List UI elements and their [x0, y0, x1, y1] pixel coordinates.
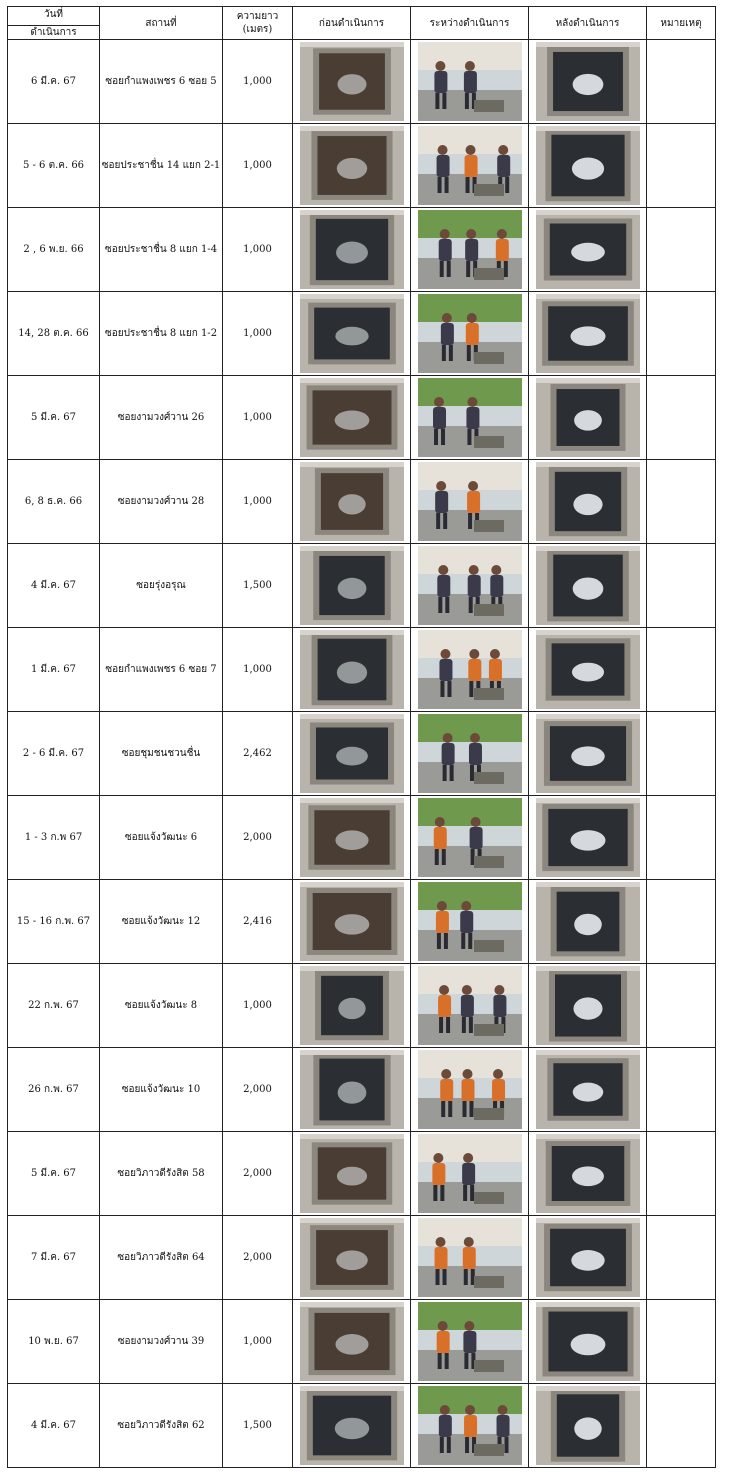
table-row — [8, 208, 716, 292]
remark-cell — [647, 1300, 716, 1384]
location-cell: ซอยงามวงศ์วาน 26 — [100, 376, 223, 460]
before-photo — [300, 798, 404, 877]
before-photo-cell — [293, 712, 411, 796]
during-photo-image — [418, 462, 522, 541]
during-photo — [418, 378, 522, 457]
during-photo — [418, 1218, 522, 1297]
during-photo-image — [418, 1134, 522, 1213]
before-photo-cell — [293, 208, 411, 292]
during-photo-cell — [411, 208, 529, 292]
length-cell: 1,000 — [223, 124, 293, 208]
after-photo-cell — [529, 40, 647, 124]
after-photo-image — [536, 630, 640, 709]
after-photo-cell — [529, 964, 647, 1048]
before-photo-image — [300, 1302, 404, 1381]
after-photo — [536, 1302, 640, 1381]
length-cell: 1,000 — [223, 628, 293, 712]
drain-cleaning-report — [7, 6, 715, 1468]
date-cell: 5 - 6 ต.ค. 66 — [8, 124, 100, 208]
location-cell: ซอยแจ้งวัฒนะ 12 — [100, 880, 223, 964]
before-photo — [300, 42, 404, 121]
date-cell: 7 มี.ค. 67 — [8, 1216, 100, 1300]
after-photo-image — [536, 714, 640, 793]
date-cell: 2 , 6 พ.ย. 66 — [8, 208, 100, 292]
table-row — [8, 1132, 716, 1216]
after-photo-cell — [529, 376, 647, 460]
during-photo-image — [418, 1302, 522, 1381]
location-cell: ซอยแจ้งวัฒนะ 10 — [100, 1048, 223, 1132]
date-cell: 14, 28 ต.ค. 66 — [8, 292, 100, 376]
length-cell: 2,000 — [223, 1048, 293, 1132]
before-photo-cell — [293, 376, 411, 460]
during-photo-image — [418, 1386, 522, 1465]
date-cell: 5 มี.ค. 67 — [8, 376, 100, 460]
before-photo — [300, 714, 404, 793]
length-cell: 2,462 — [223, 712, 293, 796]
before-photo-cell — [293, 796, 411, 880]
table-row — [8, 796, 716, 880]
date-cell: 22 ก.พ. 67 — [8, 964, 100, 1048]
location-cell: ซอยชุมชนชวนชื่น — [100, 712, 223, 796]
remark-cell — [647, 544, 716, 628]
after-photo — [536, 630, 640, 709]
header-length — [223, 7, 293, 40]
remark-cell — [647, 628, 716, 712]
before-photo — [300, 1134, 404, 1213]
during-photo-image — [418, 630, 522, 709]
during-photo-image — [418, 1218, 522, 1297]
after-photo-image — [536, 1386, 640, 1465]
before-photo-cell — [293, 880, 411, 964]
after-photo — [536, 714, 640, 793]
after-photo-image — [536, 1050, 640, 1129]
during-photo-cell — [411, 964, 529, 1048]
table-row — [8, 460, 716, 544]
during-photo-cell — [411, 292, 529, 376]
length-cell: 2,000 — [223, 1132, 293, 1216]
length-cell: 1,500 — [223, 1384, 293, 1468]
during-photo-image — [418, 798, 522, 877]
during-photo-cell — [411, 1216, 529, 1300]
before-photo-image — [300, 210, 404, 289]
table-row — [8, 1048, 716, 1132]
after-photo — [536, 210, 640, 289]
header-location: สถานที่ — [100, 7, 223, 40]
header-after: หลังดำเนินการ — [529, 7, 647, 40]
before-photo — [300, 1302, 404, 1381]
after-photo — [536, 378, 640, 457]
during-photo-image — [418, 1050, 522, 1129]
remark-cell — [647, 292, 716, 376]
before-photo-image — [300, 546, 404, 625]
during-photo-image — [418, 546, 522, 625]
remark-cell — [647, 964, 716, 1048]
table-row — [8, 292, 716, 376]
after-photo-image — [536, 798, 640, 877]
table-row — [8, 40, 716, 124]
date-cell: 26 ก.พ. 67 — [8, 1048, 100, 1132]
remark-cell — [647, 712, 716, 796]
after-photo-image — [536, 210, 640, 289]
length-cell: 1,000 — [223, 40, 293, 124]
header-length-line2: (เมตร) — [242, 24, 273, 35]
during-photo — [418, 630, 522, 709]
after-photo-image — [536, 1134, 640, 1213]
before-photo-image — [300, 630, 404, 709]
before-photo-cell — [293, 1132, 411, 1216]
before-photo-cell — [293, 544, 411, 628]
before-photo-image — [300, 966, 404, 1045]
during-photo — [418, 126, 522, 205]
location-cell: ซอยรุ่งอรุณ — [100, 544, 223, 628]
length-cell: 1,000 — [223, 292, 293, 376]
after-photo-image — [536, 462, 640, 541]
after-photo-image — [536, 294, 640, 373]
before-photo — [300, 966, 404, 1045]
during-photo-cell — [411, 1384, 529, 1468]
after-photo-image — [536, 1218, 640, 1297]
during-photo-image — [418, 714, 522, 793]
before-photo — [300, 546, 404, 625]
remark-cell — [647, 796, 716, 880]
location-cell: ซอยวิภาวดีรังสิต 58 — [100, 1132, 223, 1216]
during-photo-cell — [411, 40, 529, 124]
before-photo-image — [300, 714, 404, 793]
before-photo-cell — [293, 1216, 411, 1300]
during-photo-cell — [411, 460, 529, 544]
during-photo — [418, 1050, 522, 1129]
after-photo-cell — [529, 1384, 647, 1468]
header-remark: หมายเหตุ — [647, 7, 716, 40]
length-cell: 2,000 — [223, 1216, 293, 1300]
remark-cell — [647, 1132, 716, 1216]
before-photo-image — [300, 126, 404, 205]
remark-cell — [647, 1384, 716, 1468]
after-photo-cell — [529, 712, 647, 796]
after-photo-image — [536, 546, 640, 625]
header-during: ระหว่างดำเนินการ — [411, 7, 529, 40]
date-cell: 15 - 16 ก.พ. 67 — [8, 880, 100, 964]
before-photo — [300, 126, 404, 205]
date-cell: 4 มี.ค. 67 — [8, 1384, 100, 1468]
after-photo-image — [536, 378, 640, 457]
header-date-line1: วันที่ — [8, 7, 99, 26]
during-photo-cell — [411, 544, 529, 628]
during-photo-image — [418, 966, 522, 1045]
during-photo — [418, 966, 522, 1045]
during-photo-cell — [411, 880, 529, 964]
during-photo-cell — [411, 1300, 529, 1384]
location-cell: ซอยงามวงศ์วาน 28 — [100, 460, 223, 544]
report-table — [7, 6, 716, 1468]
after-photo — [536, 966, 640, 1045]
remark-cell — [647, 880, 716, 964]
length-cell: 1,500 — [223, 544, 293, 628]
after-photo — [536, 42, 640, 121]
during-photo — [418, 462, 522, 541]
after-photo-cell — [529, 544, 647, 628]
during-photo — [418, 1302, 522, 1381]
table-row — [8, 628, 716, 712]
before-photo-image — [300, 42, 404, 121]
after-photo — [536, 1050, 640, 1129]
length-cell: 1,000 — [223, 460, 293, 544]
after-photo — [536, 1134, 640, 1213]
date-cell: 6 มี.ค. 67 — [8, 40, 100, 124]
after-photo-cell — [529, 1132, 647, 1216]
during-photo-cell — [411, 124, 529, 208]
remark-cell — [647, 376, 716, 460]
length-cell: 2,000 — [223, 796, 293, 880]
location-cell: ซอยกำแพงเพชร 6 ซอย 5 — [100, 40, 223, 124]
before-photo-cell — [293, 292, 411, 376]
location-cell: ซอยแจ้งวัฒนะ 8 — [100, 964, 223, 1048]
date-cell: 1 มี.ค. 67 — [8, 628, 100, 712]
before-photo — [300, 1218, 404, 1297]
length-cell: 1,000 — [223, 1300, 293, 1384]
after-photo-cell — [529, 460, 647, 544]
location-cell: ซอยประชาชื่น 14 แยก 2-1 — [100, 124, 223, 208]
before-photo-cell — [293, 124, 411, 208]
after-photo-cell — [529, 880, 647, 964]
after-photo-cell — [529, 628, 647, 712]
date-cell: 5 มี.ค. 67 — [8, 1132, 100, 1216]
location-cell: ซอยประชาชื่น 8 แยก 1-2 — [100, 292, 223, 376]
table-row — [8, 1300, 716, 1384]
during-photo-cell — [411, 712, 529, 796]
date-cell: 10 พ.ย. 67 — [8, 1300, 100, 1384]
length-cell: 1,000 — [223, 964, 293, 1048]
during-photo — [418, 210, 522, 289]
header-row — [8, 7, 716, 40]
remark-cell — [647, 460, 716, 544]
date-cell: 2 - 6 มี.ค. 67 — [8, 712, 100, 796]
location-cell: ซอยงามวงศ์วาน 39 — [100, 1300, 223, 1384]
table-row — [8, 1384, 716, 1468]
during-photo-image — [418, 42, 522, 121]
during-photo-image — [418, 210, 522, 289]
after-photo-image — [536, 126, 640, 205]
after-photo-image — [536, 42, 640, 121]
before-photo-cell — [293, 628, 411, 712]
before-photo-image — [300, 1386, 404, 1465]
before-photo — [300, 462, 404, 541]
before-photo-cell — [293, 1048, 411, 1132]
before-photo — [300, 378, 404, 457]
before-photo — [300, 882, 404, 961]
during-photo — [418, 42, 522, 121]
during-photo — [418, 1134, 522, 1213]
before-photo-image — [300, 798, 404, 877]
before-photo-cell — [293, 964, 411, 1048]
table-row — [8, 124, 716, 208]
date-cell: 4 มี.ค. 67 — [8, 544, 100, 628]
after-photo — [536, 1218, 640, 1297]
during-photo — [418, 546, 522, 625]
table-row — [8, 880, 716, 964]
after-photo — [536, 294, 640, 373]
before-photo-image — [300, 1134, 404, 1213]
during-photo-image — [418, 378, 522, 457]
before-photo-image — [300, 294, 404, 373]
after-photo-image — [536, 882, 640, 961]
during-photo — [418, 882, 522, 961]
table-row — [8, 712, 716, 796]
during-photo-image — [418, 882, 522, 961]
before-photo-cell — [293, 1300, 411, 1384]
during-photo-image — [418, 126, 522, 205]
remark-cell — [647, 1048, 716, 1132]
table-row — [8, 544, 716, 628]
during-photo — [418, 714, 522, 793]
before-photo-cell — [293, 460, 411, 544]
remark-cell — [647, 1216, 716, 1300]
during-photo — [418, 798, 522, 877]
during-photo-cell — [411, 376, 529, 460]
before-photo-image — [300, 882, 404, 961]
after-photo — [536, 1386, 640, 1465]
location-cell: ซอยวิภาวดีรังสิต 62 — [100, 1384, 223, 1468]
header-date-line2: ดำเนินการ — [30, 27, 77, 38]
location-cell: ซอยวิภาวดีรังสิต 64 — [100, 1216, 223, 1300]
length-cell: 2,416 — [223, 880, 293, 964]
after-photo-image — [536, 1302, 640, 1381]
after-photo-cell — [529, 1216, 647, 1300]
after-photo-cell — [529, 1300, 647, 1384]
table-row — [8, 1216, 716, 1300]
before-photo — [300, 1050, 404, 1129]
after-photo-cell — [529, 796, 647, 880]
after-photo-cell — [529, 292, 647, 376]
remark-cell — [647, 208, 716, 292]
after-photo — [536, 462, 640, 541]
after-photo — [536, 546, 640, 625]
during-photo — [418, 1386, 522, 1465]
during-photo-cell — [411, 796, 529, 880]
location-cell: ซอยประชาชื่น 8 แยก 1-4 — [100, 208, 223, 292]
table-body — [8, 40, 716, 1468]
date-cell: 6, 8 ธ.ค. 66 — [8, 460, 100, 544]
before-photo-image — [300, 462, 404, 541]
header-date — [8, 7, 100, 40]
table-row — [8, 376, 716, 460]
during-photo — [418, 294, 522, 373]
during-photo-image — [418, 294, 522, 373]
after-photo-cell — [529, 1048, 647, 1132]
before-photo — [300, 630, 404, 709]
remark-cell — [647, 124, 716, 208]
length-cell: 1,000 — [223, 208, 293, 292]
before-photo-cell — [293, 40, 411, 124]
before-photo — [300, 210, 404, 289]
during-photo-cell — [411, 1048, 529, 1132]
length-cell: 1,000 — [223, 376, 293, 460]
before-photo-image — [300, 1050, 404, 1129]
after-photo-cell — [529, 208, 647, 292]
during-photo-cell — [411, 628, 529, 712]
before-photo — [300, 294, 404, 373]
before-photo — [300, 1386, 404, 1465]
after-photo-image — [536, 966, 640, 1045]
after-photo — [536, 882, 640, 961]
after-photo — [536, 798, 640, 877]
after-photo-cell — [529, 124, 647, 208]
during-photo-cell — [411, 1132, 529, 1216]
header-before: ก่อนดำเนินการ — [293, 7, 411, 40]
table-row — [8, 964, 716, 1048]
location-cell: ซอยแจ้งวัฒนะ 6 — [100, 796, 223, 880]
before-photo-image — [300, 1218, 404, 1297]
before-photo-image — [300, 378, 404, 457]
location-cell: ซอยกำแพงเพชร 6 ซอย 7 — [100, 628, 223, 712]
before-photo-cell — [293, 1384, 411, 1468]
after-photo — [536, 126, 640, 205]
header-length-line1: ความยาว — [236, 11, 279, 22]
date-cell: 1 - 3 ก.พ 67 — [8, 796, 100, 880]
remark-cell — [647, 40, 716, 124]
